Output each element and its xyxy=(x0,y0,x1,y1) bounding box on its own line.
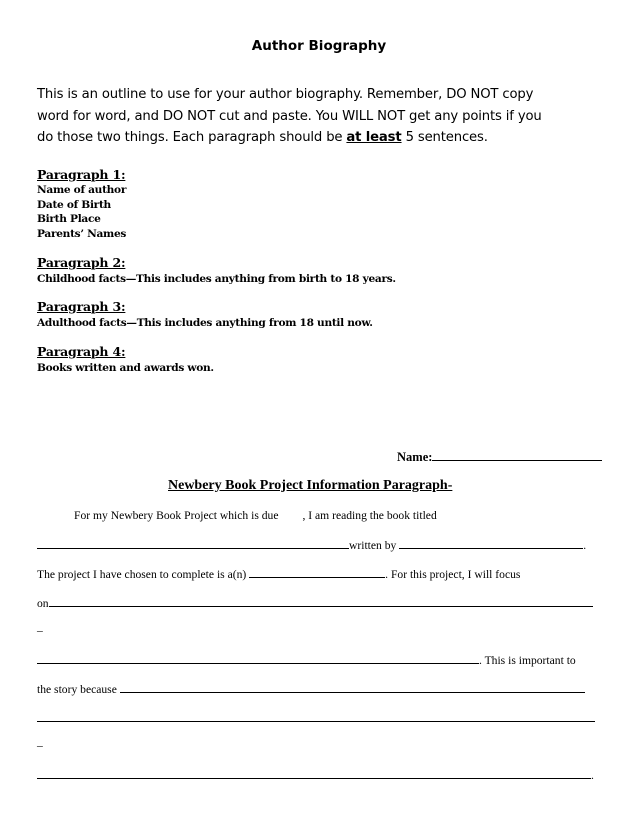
book-title-blank[interactable] xyxy=(37,537,349,549)
story-because-text: the story because xyxy=(37,683,117,696)
line-focus-on xyxy=(37,595,593,610)
reason-continued-blank[interactable] xyxy=(37,710,595,722)
intro-line-1: This is an outline to use for your author biography. Remember, DO NOT copy xyxy=(37,87,534,102)
line-blank-final xyxy=(37,767,594,782)
important-text: . This is important to xyxy=(479,654,576,667)
list-item: Childhood facts—This includes anything from birth to 18 years. xyxy=(37,273,396,285)
paragraph-3-heading: Paragraph 3: xyxy=(37,299,126,314)
project-text: The project I have chosen to complete is a(n) xyxy=(37,568,247,581)
paragraph-4-items xyxy=(37,361,214,376)
dash-text: – xyxy=(37,739,43,752)
focus-continued-blank[interactable] xyxy=(37,652,479,664)
emphasis-at-least: at least xyxy=(346,130,402,145)
intro-line-2: word for word, and DO NOT cut and paste. You WILL NOT get any points if you xyxy=(37,108,542,124)
intro-line-3-start: do those two things. Each paragraph should be xyxy=(37,130,347,145)
intro-line-3 xyxy=(37,127,607,149)
list-item: Adulthood facts—This includes anything from 18 until now. xyxy=(37,317,373,329)
line-dash-1 xyxy=(37,624,43,637)
name-label: Name: xyxy=(397,450,433,464)
list-item: Date of Birth xyxy=(37,198,111,211)
paragraph-3-items xyxy=(37,316,373,331)
name-field xyxy=(397,448,602,465)
written-by-text: written by xyxy=(349,539,397,552)
period: . xyxy=(591,769,594,782)
reason-blank[interactable] xyxy=(120,681,585,693)
author-blank[interactable] xyxy=(399,537,583,549)
paragraph-2-items xyxy=(37,272,396,287)
final-blank[interactable] xyxy=(37,767,591,779)
focus-blank[interactable] xyxy=(49,595,593,607)
paragraph-1-heading: Paragraph 1: xyxy=(37,167,126,182)
due-text: For my Newbery Book Project which is due xyxy=(74,509,279,522)
dash-text: – xyxy=(37,624,43,637)
focus-text: . For this project, I will focus xyxy=(385,568,521,581)
line-blank-1 xyxy=(37,710,595,725)
period: . xyxy=(583,539,587,552)
line-important xyxy=(37,652,576,667)
intro-line-3-end: 5 sentences. xyxy=(401,130,488,145)
project-type-blank[interactable] xyxy=(249,566,385,578)
line-due xyxy=(74,509,437,522)
book-titled-text: , I am reading the book titled xyxy=(302,509,437,522)
on-text: on xyxy=(37,597,49,610)
line-story-because xyxy=(37,681,585,696)
paragraph-2-heading: Paragraph 2: xyxy=(37,255,126,270)
newbery-title: Newbery Book Project Information Paragraph- xyxy=(168,478,453,493)
line-project xyxy=(37,566,520,581)
list-item: Birth Place xyxy=(37,213,101,225)
list-item: Name of author xyxy=(37,184,127,196)
line-dash-2 xyxy=(37,739,43,752)
paragraph-4-heading: Paragraph 4: xyxy=(37,344,126,359)
paragraph-1-items xyxy=(37,183,126,241)
list-item: Books written and awards won. xyxy=(37,362,214,374)
name-blank[interactable] xyxy=(432,448,602,461)
list-item: Parents’ Names xyxy=(37,227,127,240)
intro-text xyxy=(37,84,607,149)
page-title: Author Biography xyxy=(251,38,387,54)
line-written-by xyxy=(37,537,586,552)
